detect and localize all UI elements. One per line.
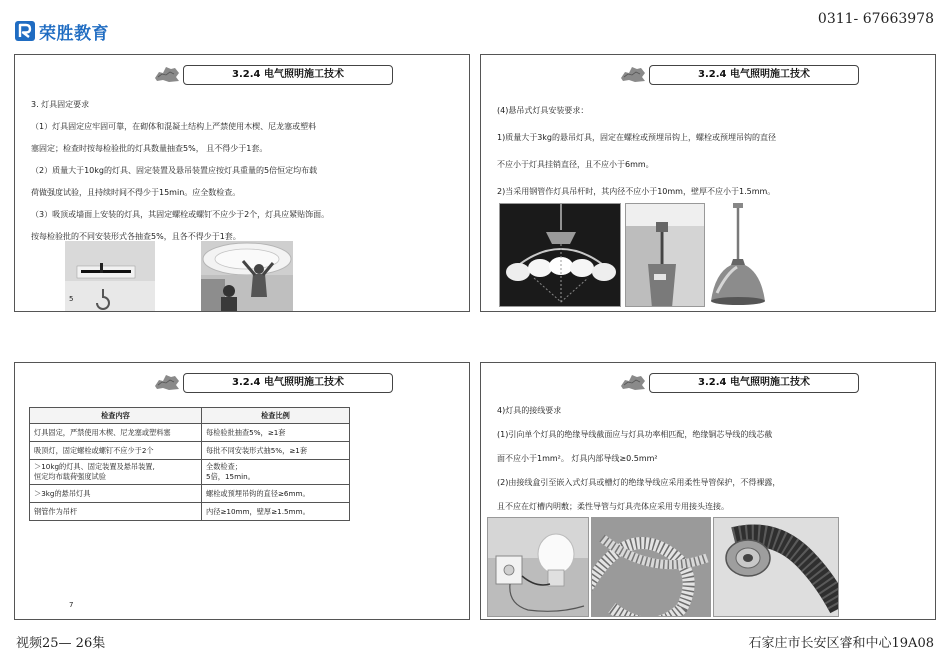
- table-cell: [202, 460, 350, 485]
- slide-title: 3.2.4 电气照明施工技术: [183, 373, 393, 393]
- table-cell: 内径≥10mm，壁厚≥1.5mm。: [202, 503, 350, 521]
- text-line: (4)悬吊式灯具安装要求：: [497, 106, 589, 115]
- text-line: （2）质量大于10kg的灯具、固定装置及悬吊装置应按灯具重量的5倍恒定均布载: [31, 166, 318, 175]
- brand-name: 荣胜教育: [39, 23, 109, 44]
- column-header: 检查内容: [30, 408, 202, 424]
- brand-logo: [14, 19, 109, 43]
- map-logo-icon: [153, 372, 181, 392]
- text-line: 不应小于灯具挂销直径，且不应小于6mm。: [497, 160, 654, 169]
- table-row: [30, 442, 350, 460]
- slide-header: [15, 63, 469, 87]
- column-header: 检查比例: [202, 408, 350, 424]
- cell-line: 恒定均布载荷强度试验: [34, 472, 106, 481]
- text-line: 2)当采用钢管作灯具吊杆时，其内径不应小于10mm，壁厚不应小于1.5mm。: [497, 187, 776, 196]
- page-number: 7: [69, 601, 74, 609]
- phone-number: 0311- 67663978: [817, 11, 934, 27]
- conduit-connector-photo: [713, 517, 839, 617]
- slide-header: [15, 371, 469, 395]
- flexible-conduit-photo: [591, 517, 711, 617]
- cell-line: 全数检查；: [206, 462, 242, 471]
- slide-body: [497, 405, 925, 525]
- ceiling-hook-photo: [65, 241, 155, 311]
- table-cell: 每检验批抽查5%，≥1套: [202, 424, 350, 442]
- junction-box-photo: [487, 517, 589, 617]
- text-line: (2)由接线盒引至嵌入式灯具或槽灯的绝缘导线应采用柔性导管保护，不得裸露，: [497, 478, 781, 487]
- table-cell: 每批不同安装形式抽5%，≥1套: [202, 442, 350, 460]
- text-line: 3. 灯具固定要求: [31, 100, 90, 109]
- text-line: 塞固定；检查时按每检验批的灯具数量抽查5%， 且不得少于1套。: [31, 144, 268, 153]
- table-cell: 灯具固定，严禁使用木楔、尼龙塞或塑料塞: [30, 424, 202, 442]
- inspection-table: [29, 407, 350, 521]
- text-line: （3）吸顶或墙面上安装的灯具，其固定螺栓或螺钉不应少于2个，灯具应紧贴饰面。: [31, 210, 330, 219]
- table-header-row: [30, 408, 350, 424]
- table-row: [30, 485, 350, 503]
- text-line: 荷做强度试验，且持续时间不得少于15min。应全数检查。: [31, 188, 241, 197]
- table-row: [30, 503, 350, 521]
- text-line: 面不应小于1mm²。 灯具内部导线≥0.5mm²: [497, 454, 658, 463]
- map-logo-icon: [153, 64, 181, 84]
- footer-address: 石家庄市长安区睿和中心19A08: [748, 636, 934, 651]
- chandelier-photo: [499, 203, 621, 307]
- pendant-lamp-photo: [707, 203, 771, 307]
- table-row: [30, 424, 350, 442]
- text-line: (1)引向单个灯具的绝缘导线截面应与灯具功率相匹配，绝缘铜芯导线的线芯截: [497, 430, 773, 439]
- text-line: 4)灯具的接线要求: [497, 406, 562, 415]
- slide-3: [14, 362, 470, 620]
- footer-video-range: 视频25— 26集: [16, 636, 106, 651]
- slide-1: [14, 54, 470, 312]
- text-line: 且不应在灯槽内明敷；柔性导管与灯具壳体应采用专用接头连接。: [497, 502, 729, 511]
- slide-header: [481, 63, 935, 87]
- table-cell: [30, 460, 202, 485]
- cell-line: ＞10kg的灯具、固定装置及悬吊装置,: [34, 462, 155, 471]
- table-cell: 钢管作为吊杆: [30, 503, 202, 521]
- page-number: 5: [69, 295, 74, 303]
- table-cell: 螺栓或预埋吊钩的直径≥6mm。: [202, 485, 350, 503]
- slide-4: [480, 362, 936, 620]
- cell-line: 5倍，15min。: [206, 472, 255, 481]
- text-line: （1）灯具固定应牢固可靠，在砌体和混凝土结构上严禁使用木楔、尼龙塞或塑料: [31, 122, 317, 131]
- slide-title: 3.2.4 电气照明施工技术: [649, 65, 859, 85]
- slide-2: [480, 54, 936, 312]
- brand-r-icon: [14, 20, 36, 42]
- slide-header: [481, 371, 935, 395]
- table-row: [30, 460, 350, 485]
- table-cell: 吸顶灯，固定螺栓或螺钉不应少于2个: [30, 442, 202, 460]
- slide-body: [497, 105, 925, 213]
- slide-body: [31, 99, 459, 253]
- map-logo-icon: [619, 64, 647, 84]
- table-cell: ＞3kg的悬吊灯具: [30, 485, 202, 503]
- map-logo-icon: [619, 372, 647, 392]
- installer-photo: [201, 241, 293, 311]
- slide-title: 3.2.4 电气照明施工技术: [649, 373, 859, 393]
- hanger-rod-photo: [625, 203, 705, 307]
- slide-title: 3.2.4 电气照明施工技术: [183, 65, 393, 85]
- text-line: 1)质量大于3kg的悬吊灯具，固定在螺栓或预埋吊钩上，螺栓或预埋吊钩的直径: [497, 133, 777, 142]
- text-line: 按每检验批的不同安装形式各抽查5%，且各不得少于1套。: [31, 232, 241, 241]
